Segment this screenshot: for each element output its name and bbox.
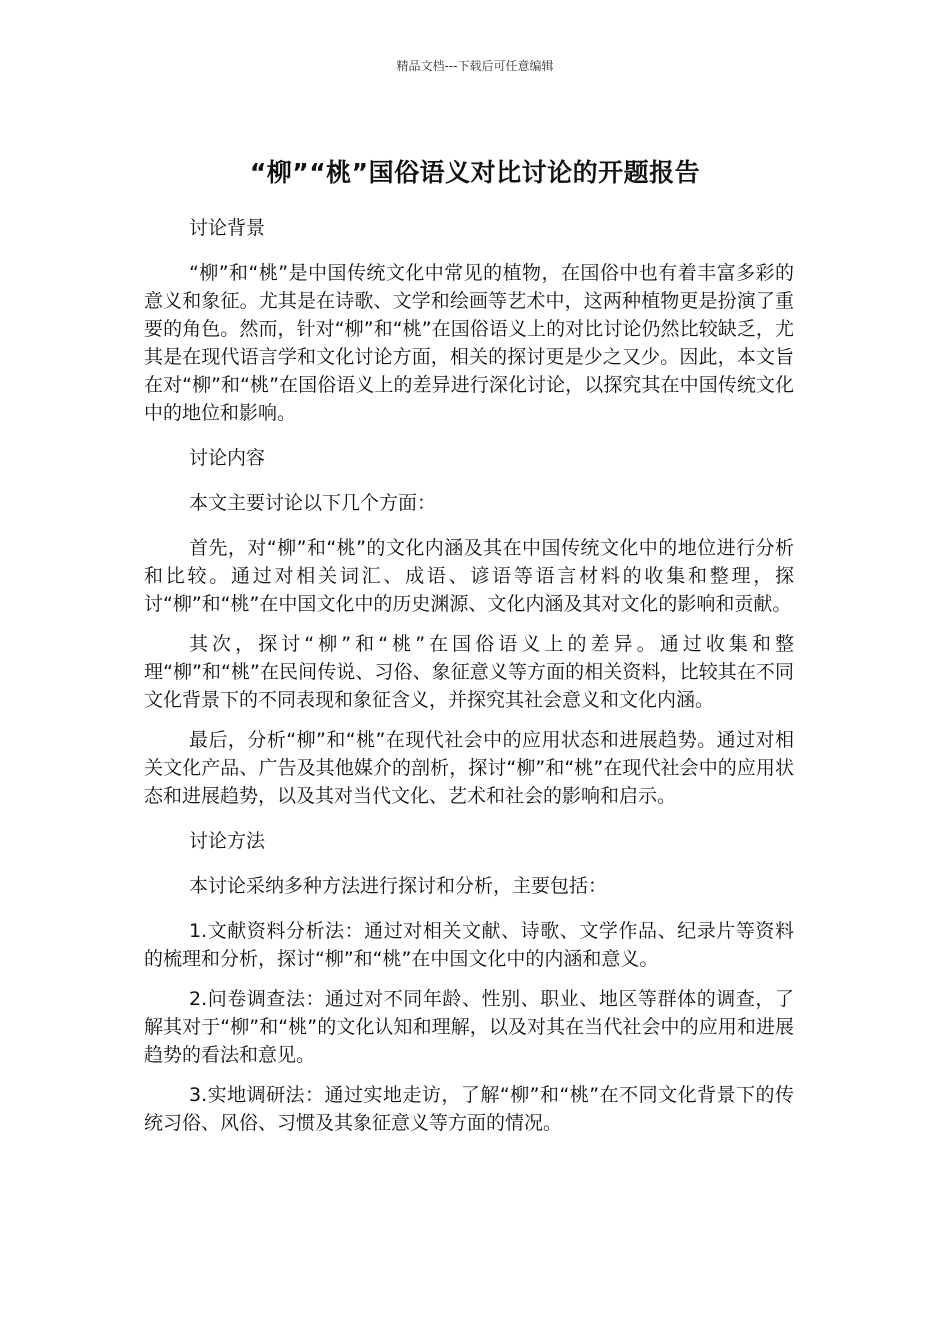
content-paragraph-2: 其次，探讨“柳”和“桃”在国俗语义上的差异。通过收集和整理“柳”和“桃”在民间传说、习俗、象征意义等方面的相关资料，比较其在不同文化背景下的不同表现和象征含义，并探究其社会意义和文化内涵。 <box>144 633 794 711</box>
page-header: 精品文档---下载后可任意编辑 <box>396 59 554 73</box>
section-heading-background: 讨论背景 <box>189 217 266 239</box>
content-paragraph-3: 最后，分析“柳”和“桃”在现代社会中的应用状态和进展趋势。通过对相关文化产品、广告及其他媒介的剖析，探讨“柳”和“桃”在现代社会中的应用状态和进展趋势，以及其对当代文化、艺术和社会的影响和启示。 <box>144 729 794 807</box>
background-paragraph: “柳”和“桃”是中国传统文化中常见的植物，在国俗中也有着丰富多彩的意义和象征。尤其是在诗歌、文学和绘画等艺术中，这两种植物更是扮演了重要的角色。然而，针对“柳”和“桃”在国俗语义上的对比讨论仍然比较缺乏，尤其是在现代语言学和文化讨论方面，相关的探讨更是少之又少。因此，本文旨在对“柳”和“桃”在国俗语义上的差异进行深化讨论，以探究其在中国传统文化中的地位和影响。 <box>144 262 794 424</box>
method-item-1: 1.文献资料分析法：通过对相关文献、诗歌、文学作品、纪录片等资料的梳理和分析，探讨“柳”和“桃”在中国文化中的内涵和意义。 <box>144 920 794 970</box>
document-body <box>144 214 794 1149</box>
method-intro: 本讨论采纳多种方法进行探讨和分析，主要包括： <box>189 875 608 897</box>
method-item-3: 3.实地调研法：通过实地走访，了解“柳”和“桃”在不同文化背景下的传统习俗、风俗、习惯及其象征意义等方面的情况。 <box>144 1084 794 1134</box>
content-intro: 本文主要讨论以下几个方面： <box>189 492 437 514</box>
section-heading-method: 讨论方法 <box>189 830 266 852</box>
document-title: “柳”“桃”国俗语义对比讨论的开题报告 <box>249 157 701 187</box>
method-item-2: 2.问卷调查法：通过对不同年龄、性别、职业、地区等群体的调查，了解其对于“柳”和“桃”的文化认知和理解，以及对其在当代社会中的应用和进展趋势的看法和意见。 <box>144 988 794 1066</box>
content-paragraph-1: 首先，对“柳”和“桃”的文化内涵及其在中国传统文化中的地位进行分析和比较。通过对相关词汇、成语、谚语等语言材料的收集和整理，探讨“柳”和“桃”在中国文化中的历史渊源、文化内涵及其对文化的影响和贡献。 <box>144 537 794 615</box>
section-heading-content: 讨论内容 <box>189 447 266 469</box>
